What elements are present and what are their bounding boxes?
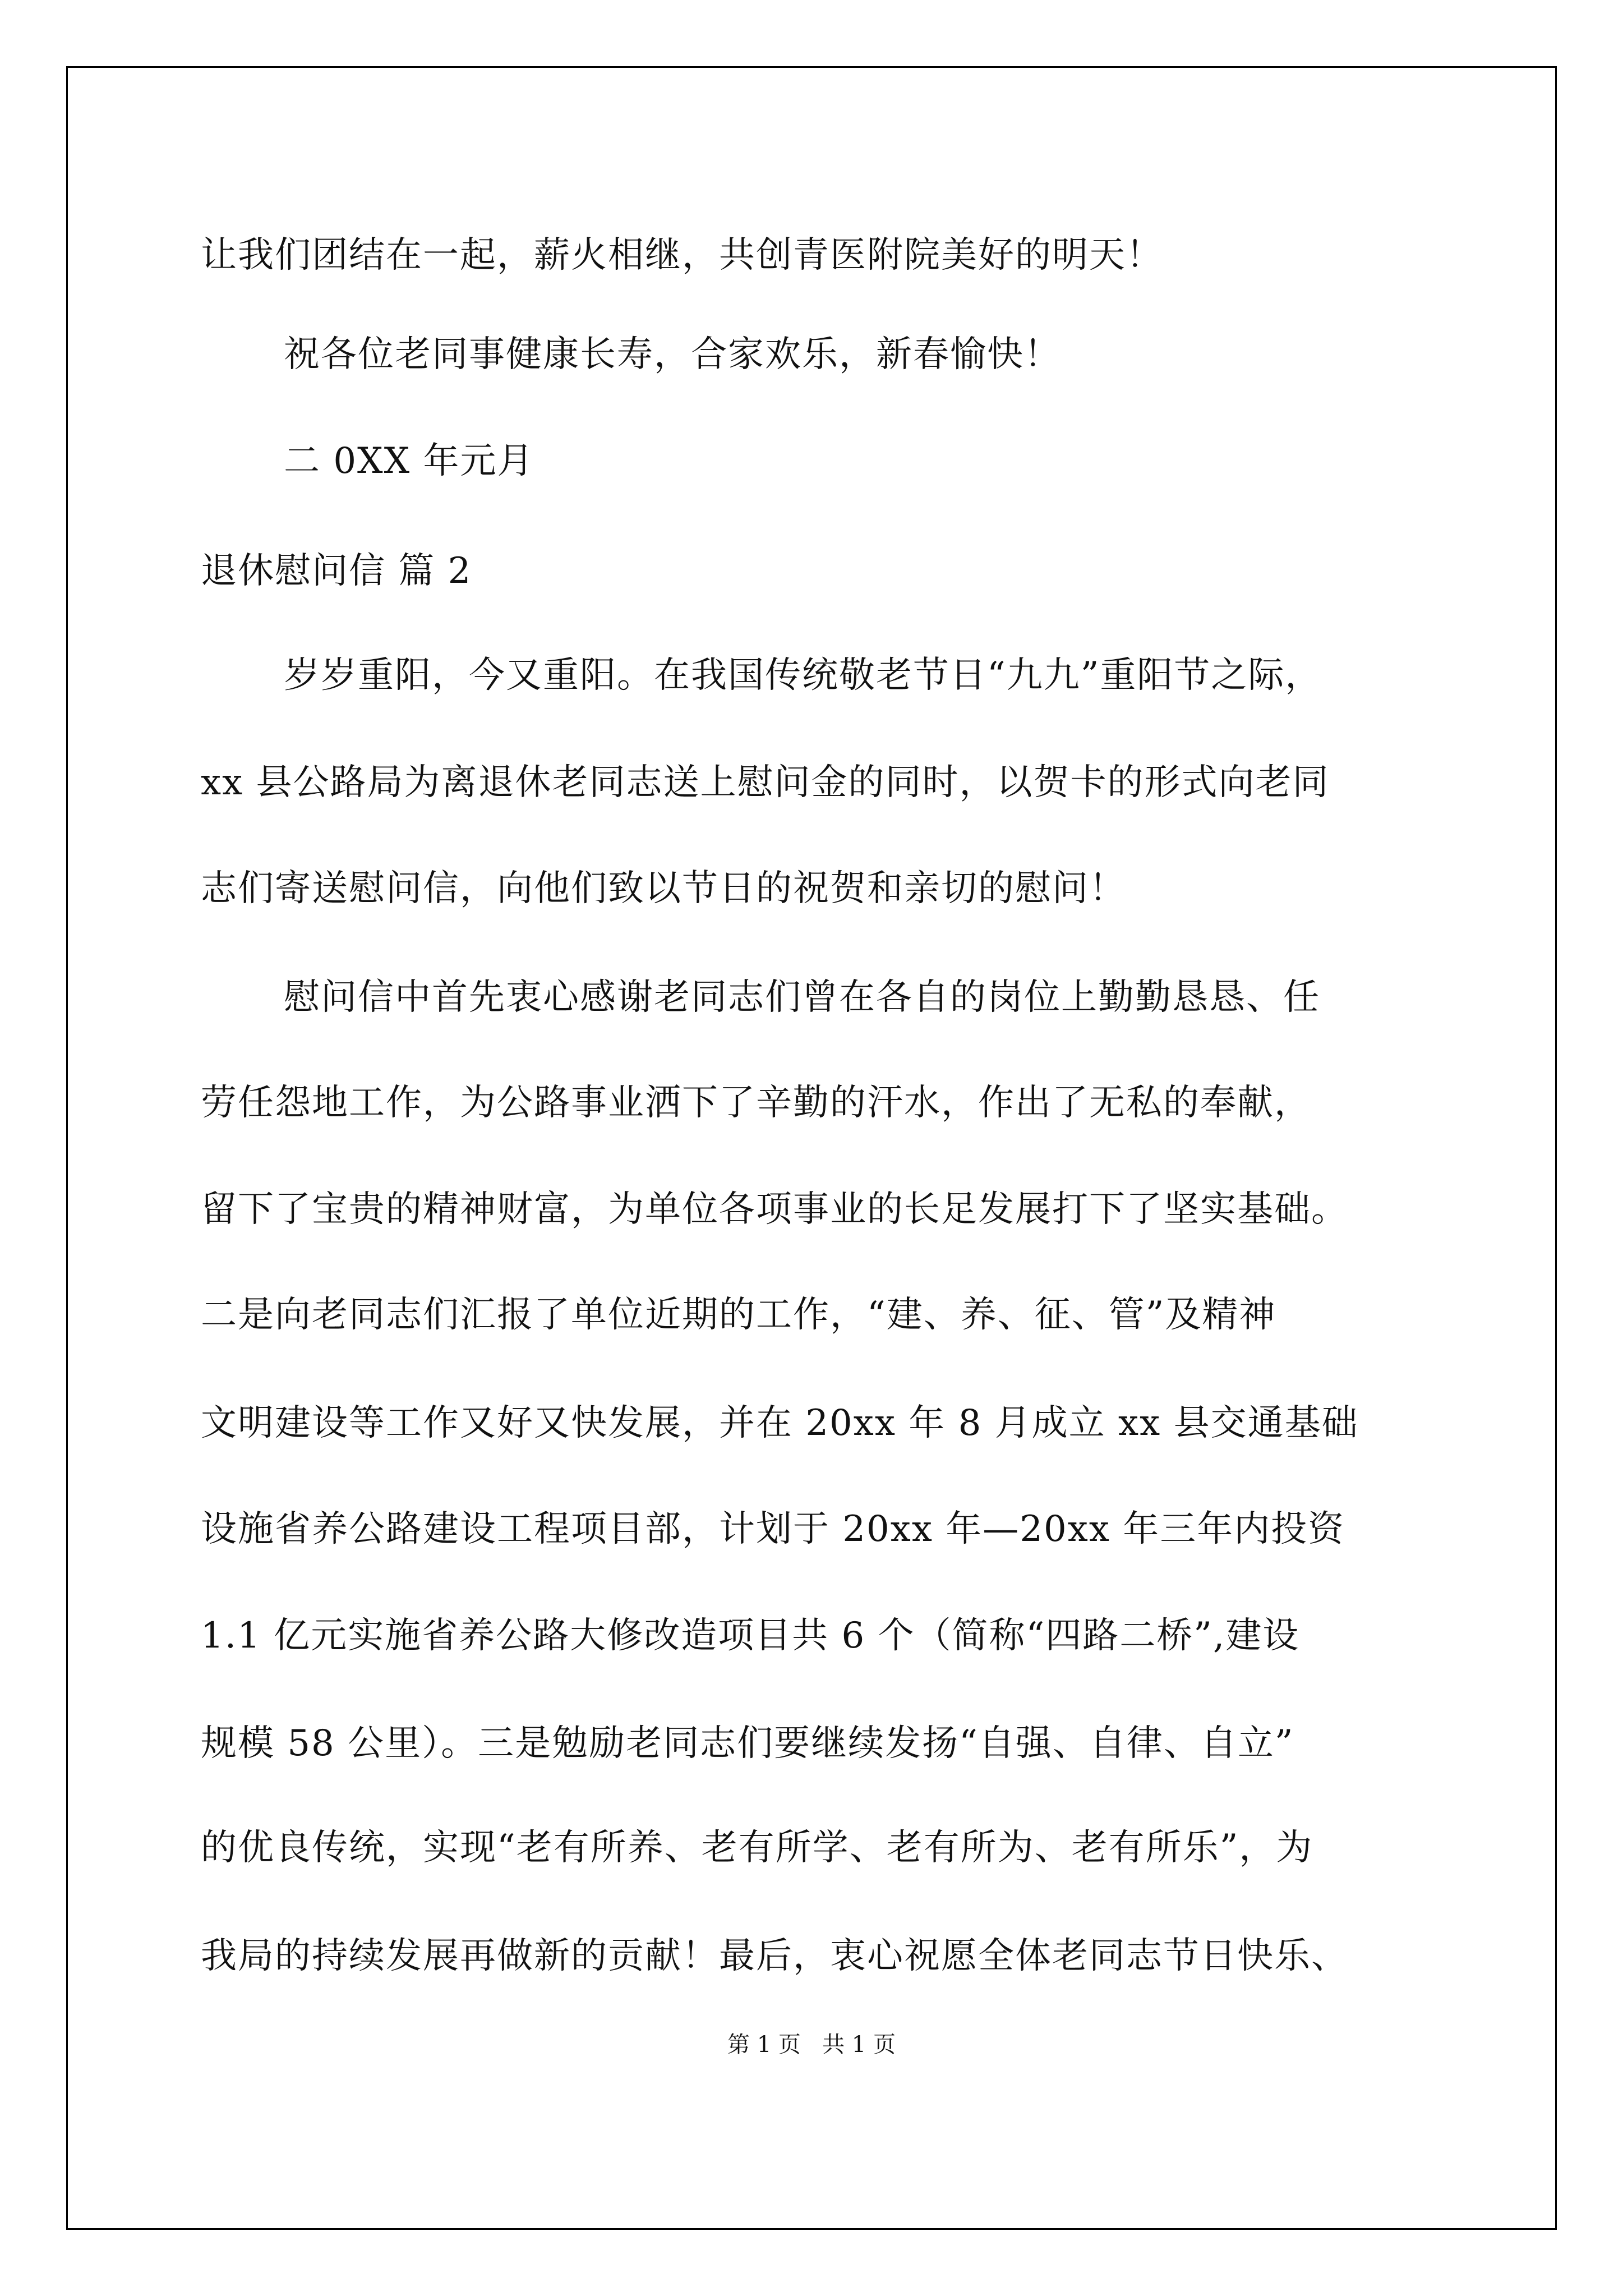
page-number-footer: 第 1 页 共 1 页: [727, 2032, 896, 2058]
text-line-16: 的优良传统，实现“老有所养、老有所学、老有所为、老有所乐”，为: [201, 1827, 1313, 1869]
text-line-13: 设施省养公路建设工程项目部，计划于 20xx 年—20xx 年三年内投资: [201, 1508, 1345, 1550]
section-heading: 退休慰问信 篇 2: [201, 550, 472, 592]
text-line-15: 规模 58 公里）。三是勉励老同志们要继续发扬“自强、自律、自立”: [201, 1723, 1294, 1764]
text-line-14: 1.1 亿元实施省养公路大修改造项目共 6 个（简称“四路二桥”,建设: [201, 1615, 1300, 1657]
text-line-5: 岁岁重阳，今又重阳。在我国传统敬老节日“九九”重阳节之际，: [284, 655, 1322, 696]
text-line-9: 劳任怨地工作，为公路事业洒下了辛勤的汗水，作出了无私的奉献，: [201, 1082, 1311, 1124]
text-line-11: 二是向老同志们汇报了单位近期的工作，“建、养、征、管”及精神: [201, 1294, 1276, 1336]
text-line-8: 慰问信中首先衷心感谢老同志们曾在各自的岗位上勤勤恳恳、任: [284, 977, 1320, 1018]
text-line-17: 我局的持续发展再做新的贡献！最后，衷心祝愿全体老同志节日快乐、: [201, 1935, 1348, 1977]
text-line-3: 二 0XX 年元月: [284, 440, 534, 482]
text-line-10: 留下了宝贵的精神财富，为单位各项事业的长足发展打下了坚实基础。: [201, 1189, 1348, 1230]
page-frame: [66, 66, 1557, 2230]
text-line-7: 志们寄送慰问信，向他们致以节日的祝贺和亲切的慰问！: [201, 868, 1126, 909]
text-line-2: 祝各位老同事健康长寿，合家欢乐，新春愉快！: [284, 334, 1061, 375]
text-line-12: 文明建设等工作又好又快发展，并在 20xx 年 8 月成立 xx 县交通基础: [201, 1402, 1359, 1444]
text-line-1: 让我们团结在一起，薪火相继，共创青医附院美好的明天！: [201, 234, 1163, 276]
text-line-6: xx 县公路局为离退休老同志送上慰问金的同时，以贺卡的形式向老同: [201, 762, 1330, 803]
